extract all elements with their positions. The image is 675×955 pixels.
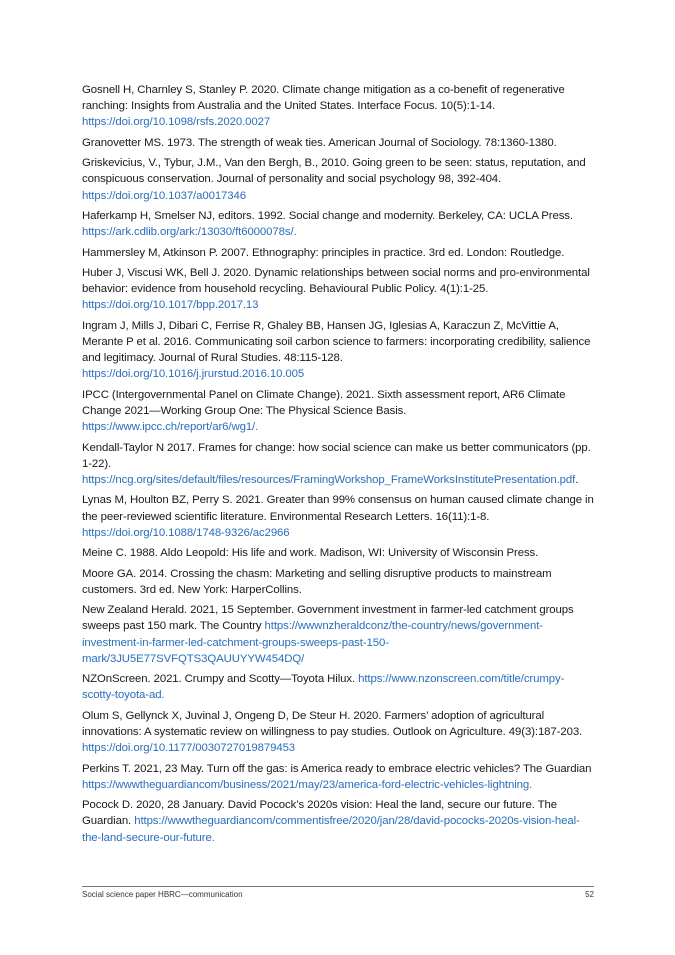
reference-text: NZOnScreen. 2021. Crumpy and Scotty—Toyota Hilux. bbox=[82, 673, 356, 686]
reference-entry bbox=[82, 245, 594, 261]
reference-link[interactable]: https://wwwnzheraldconz/the-country/news/government-investment-in-farmer-led-catchment-groups-sweeps-past-150-mark/3JU5E77SVFQTS3QAUUYYW454DQ/ bbox=[82, 620, 543, 665]
reference-link[interactable]: https://doi.org/10.1017/bpp.2017.13 bbox=[82, 299, 259, 312]
reference-entry bbox=[82, 82, 594, 131]
reference-text: Huber J, Viscusi WK, Bell J. 2020. Dynamic relationships between social norms and pro-environmental behavior: evidence from household recycling. Behavioural Public Policy. 4(1):1-25. bbox=[82, 266, 590, 296]
reference-entry bbox=[82, 671, 594, 703]
reference-link[interactable]: https://wwwtheguardiancom/business/2021/may/23/america-ford-electric-vehicles-lightning. bbox=[82, 778, 533, 791]
reference-entry bbox=[82, 566, 594, 598]
reference-link[interactable]: https://wwwtheguardiancom/commentisfree/2020/jan/28/david-pococks-2020s-vision-heal-the-land-secure-our-future. bbox=[82, 815, 580, 844]
reference-list bbox=[82, 82, 594, 850]
reference-link[interactable]: https://doi.org/10.1177/0030727019879453 bbox=[82, 742, 296, 755]
reference-entry bbox=[82, 761, 594, 793]
reference-link[interactable]: https://doi.org/10.1016/j.jrurstud.2016.10.005 bbox=[82, 368, 305, 381]
reference-text: Kendall-Taylor N 2017. Frames for change: how social science can make us better communicators (pp. 1-22). bbox=[82, 441, 591, 470]
reference-entry bbox=[82, 135, 594, 151]
reference-text: Gosnell H, Charnley S, Stanley P. 2020. Climate change mitigation as a co-benefit of regenerative ranching: Insights from Australia and the United States. Interface Focus. 10(5):1-14. bbox=[82, 84, 565, 113]
reference-link[interactable]: https://doi.org/10.1088/1748-9326/ac2966 bbox=[82, 526, 290, 539]
reference-link[interactable]: https://www.nzonscreen.com/title/crumpy-scotty-toyota-ad. bbox=[82, 673, 565, 702]
reference-link[interactable]: https://www.ipcc.ch/report/ar6/wg1/. bbox=[82, 421, 259, 434]
reference-text: Moore GA. 2014. Crossing the chasm: Marketing and selling disruptive products to mainstream customers. 3rd ed. New York: HarperCollins. bbox=[82, 567, 552, 596]
reference-text: Griskevicius, V., Tybur, J.M., Van den Bergh, B., 2010. Going green to be seen: status, reputation, and conspicuous conservation. Journal of personality and social psychology 98, 392-404. bbox=[82, 157, 586, 186]
page-footer bbox=[82, 890, 594, 899]
reference-text: IPCC (Intergovernmental Panel on Climate Change). 2021. Sixth assessment report, AR6 Climate Change 2021—Working Group One: The Physical Science Basis. bbox=[82, 388, 566, 417]
reference-link[interactable]: https://doi.org/10.1037/a0017346 bbox=[82, 189, 247, 202]
reference-entry bbox=[82, 708, 594, 757]
page-number: 52 bbox=[585, 890, 594, 899]
reference-entry bbox=[82, 492, 594, 541]
reference-entry bbox=[82, 155, 594, 204]
reference-entry bbox=[82, 208, 594, 240]
reference-entry bbox=[82, 602, 594, 667]
reference-entry bbox=[82, 318, 594, 383]
reference-link[interactable]: https://doi.org/10.1098/rsfs.2020.0027 bbox=[82, 116, 271, 129]
reference-text: Meine C. 1988. Aldo Leopold: His life and work. Madison, WI: University of Wisconsin Press. bbox=[82, 547, 539, 560]
footer-title: Social science paper HBRC—communication bbox=[82, 890, 243, 899]
reference-link-trail: . bbox=[575, 473, 579, 486]
reference-entry bbox=[82, 265, 594, 314]
reference-entry bbox=[82, 387, 594, 436]
reference-text: New Zealand Herald. 2021, 15 September. Government investment in farmer-led catchment groups sweeps past 150 mark. The Country bbox=[82, 604, 574, 633]
reference-link-line bbox=[82, 472, 594, 488]
reference-text: Ingram J, Mills J, Dibari C, Ferrise R, Ghaley BB, Hansen JG, Iglesias A, Karaczun Z, McVittie A, Merante P et al. 2016. Communicating soil carbon science to farmers: incorporating credibility, salience and legitimacy. Journal of Rural Studies. 48:115-128. bbox=[82, 319, 591, 365]
reference-text: Pocock D. 2020, 28 January. David Pocock’s 2020s vision: Heal the land, secure our future. The Guardian. bbox=[82, 799, 557, 828]
reference-entry bbox=[82, 545, 594, 561]
reference-entry bbox=[82, 797, 594, 846]
reference-text: Granovetter MS. 1973. The strength of weak ties. American Journal of Sociology. 78:1360-1380. bbox=[82, 136, 557, 149]
reference-text: Lynas M, Houlton BZ, Perry S. 2021. Greater than 99% consensus on human caused climate change in the peer-reviewed scientific literature. Environmental Research Letters. 16(11):1-8. bbox=[82, 494, 594, 523]
reference-text: Haferkamp H, Smelser NJ, editors. 1992. Social change and modernity. Berkeley, CA: UCLA Press. bbox=[82, 209, 573, 222]
reference-link[interactable]: https://ncg.org/sites/default/files/resources/FramingWorkshop_FrameWorksInstitutePresentation.pdf bbox=[82, 473, 576, 486]
reference-link[interactable]: https://ark.cdlib.org/ark:/13030/ft6000078s/. bbox=[82, 226, 297, 239]
reference-text: Perkins T. 2021, 23 May. Turn off the gas: is America ready to embrace electric vehicles? The Guardian bbox=[82, 762, 592, 775]
reference-text: Olum S, Gellynck X, Juvinal J, Ongeng D, De Steur H. 2020. Farmers’ adoption of agricultural innovations: A systematic review on willingness to pay studies. Outlook on Agriculture. 49(3):187-203. bbox=[82, 709, 583, 738]
footer-divider bbox=[82, 886, 594, 887]
reference-entry bbox=[82, 440, 594, 489]
reference-text: Hammersley M, Atkinson P. 2007. Ethnography: principles in practice. 3rd ed. London: Routledge. bbox=[82, 246, 565, 259]
